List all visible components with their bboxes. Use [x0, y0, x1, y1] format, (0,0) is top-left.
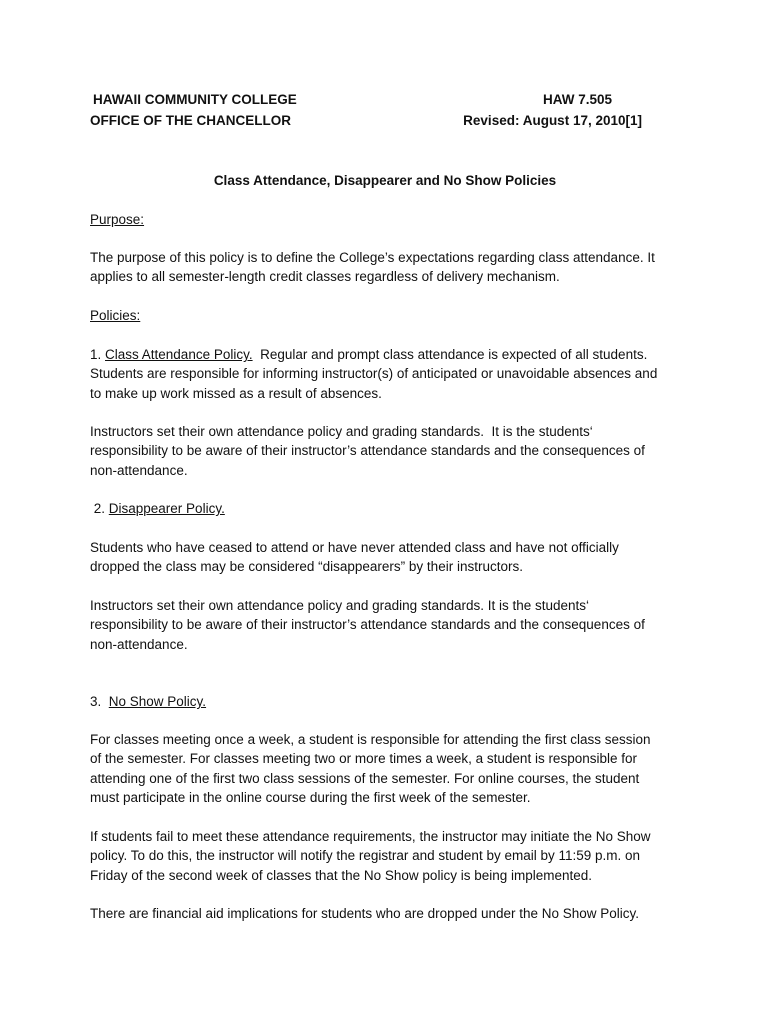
policy-3-paragraph-3: [90, 904, 680, 923]
purpose-heading: [90, 210, 680, 229]
text-line: responsibility to be aware of their instructor’s attendance standards and the consequences of: [90, 443, 645, 459]
text-line: applies to all semester-length credit classes regardless of delivery mechanism.: [90, 269, 560, 285]
policy-2-paragraph-2: [90, 596, 680, 654]
purpose-heading-text: Purpose:: [90, 212, 145, 227]
text-line: The purpose of this policy is to define the College’s expectations regarding class attendance. It: [90, 250, 655, 265]
text-line: Instructors set their own attendance policy and grading standards. It is the students‘: [90, 598, 590, 613]
text-line: For classes meeting once a week, a student is responsible for attending the first class session: [90, 732, 651, 747]
policy-3-paragraph-2: [90, 827, 680, 885]
text-line: to make up work missed as a result of absences.: [90, 385, 382, 401]
policy-1-number: 1.: [90, 347, 106, 362]
policy-3-heading: No Show Policy.: [108, 694, 207, 709]
text-line: Students who have ceased to attend or have never attended class and have not officially: [90, 540, 619, 555]
text-line: Friday of the second week of classes that the No Show policy is being implemented.: [90, 867, 593, 883]
policy-3-paragraph-1: [90, 730, 680, 807]
text-line: attending one of the first two class sessions of the semester. For online courses, the student: [90, 770, 640, 786]
text-line: must participate in the online course during the first week of the semester.: [90, 789, 531, 805]
text-line: Students are responsible for informing instructor(s) of anticipated or unavoidable absences and: [90, 366, 658, 382]
text-line: non-attendance.: [90, 636, 188, 652]
text-line: responsibility to be aware of their instructor’s attendance standards and the consequences of: [90, 617, 645, 633]
text-line: non-attendance.: [90, 462, 188, 478]
policy-1-paragraph-2: [90, 422, 680, 480]
college-name: HAWAII COMMUNITY COLLEGE: [93, 92, 297, 107]
text-line: There are financial aid implications for students who are dropped under the No Show Policy.: [90, 906, 640, 921]
policy-1-paragraph: [90, 345, 680, 403]
text-line: If students fail to meet these attendance requirements, the instructor may initiate the No Show: [90, 829, 651, 844]
text-line: policy. To do this, the instructor will notify the registrar and student by email by 11:59 p.m. on: [90, 848, 641, 864]
purpose-paragraph: [90, 248, 680, 287]
text-line: [90, 345, 680, 364]
policy-2-number: 2.: [90, 501, 109, 516]
text-line: Instructors set their own attendance policy and grading standards. It is the students‘: [90, 424, 593, 439]
policy-2-paragraph-1: [90, 538, 680, 577]
policies-heading-text: Policies:: [90, 308, 141, 323]
document-title: Class Attendance, Disappearer and No Show Policies: [213, 173, 557, 188]
policy-3-heading-line: [90, 692, 680, 711]
policy-2-heading: Disappearer Policy.: [108, 501, 225, 516]
text-line: dropped the class may be considered “disappearers” by their instructors.: [90, 559, 523, 575]
policy-number: HAW 7.505: [542, 92, 612, 107]
text-line: of the semester. For classes meeting two or more times a week, a student is responsible for: [90, 751, 637, 767]
policy-2-heading-line: [90, 499, 680, 518]
policy-1-heading: Class Attendance Policy.: [105, 347, 253, 362]
policies-heading: [90, 306, 680, 325]
policy-3-number: 3.: [90, 694, 109, 709]
policy-1-first-line: Regular and prompt class attendance is expected of all students.: [252, 347, 648, 362]
office-name: OFFICE OF THE CHANCELLOR: [90, 113, 291, 128]
revised-date: Revised: August 17, 2010[1]: [463, 113, 642, 128]
